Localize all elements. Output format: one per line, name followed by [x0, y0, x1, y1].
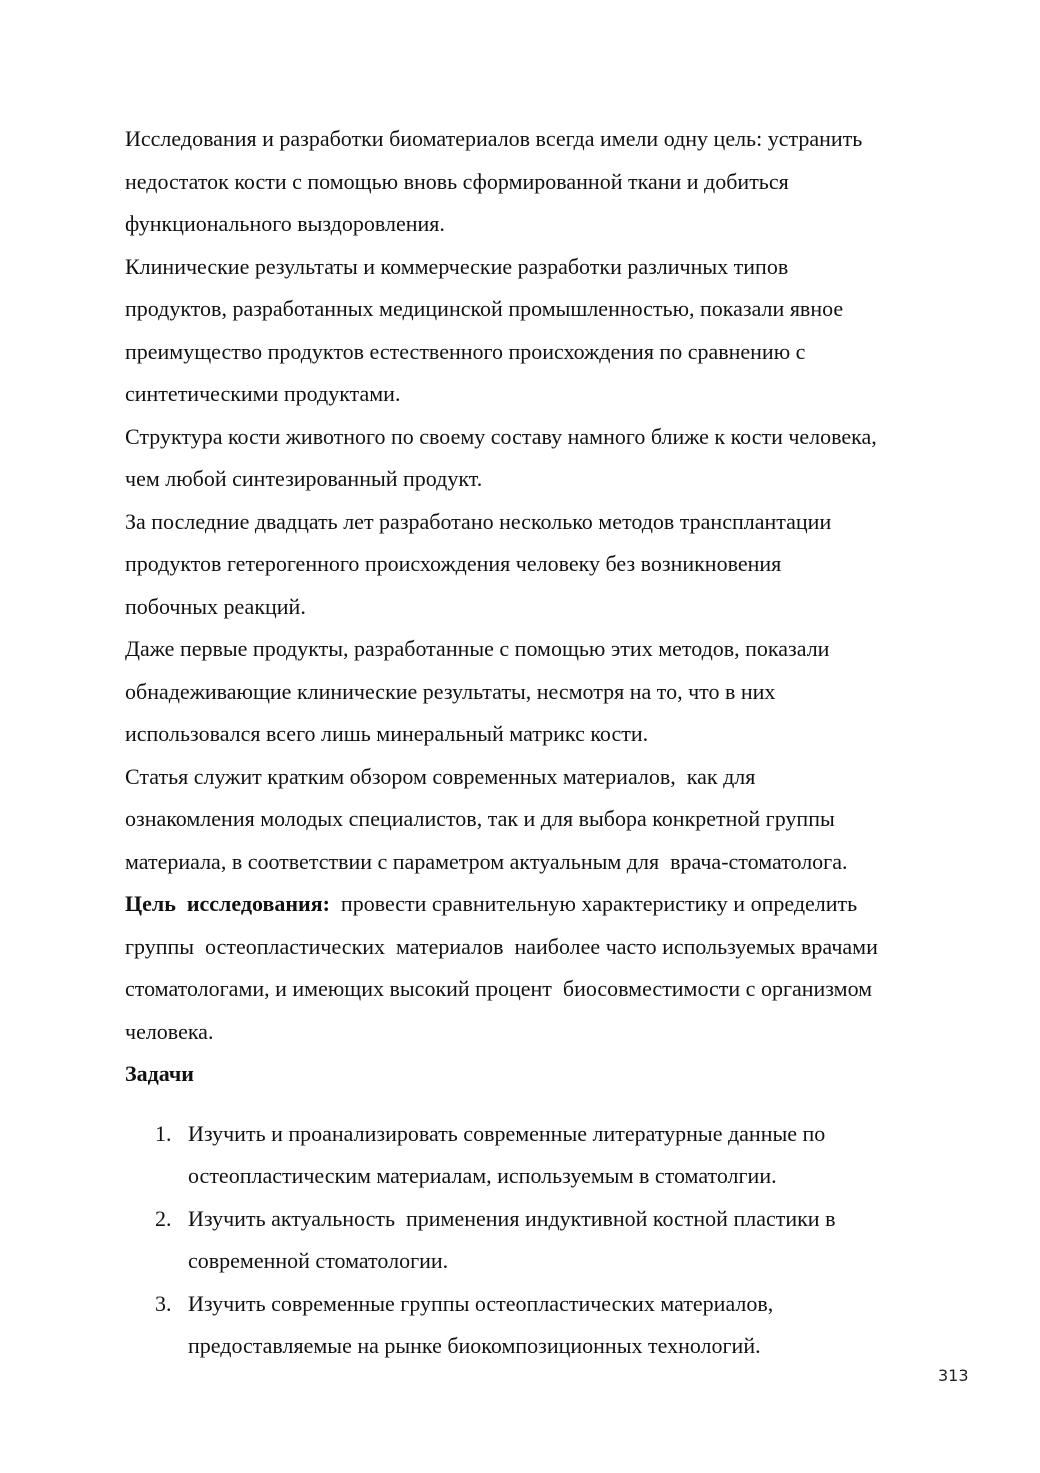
document-body	[125, 118, 985, 1368]
paragraph-bone-structure: Структура кости животного по своему составу намного ближе к кости человека, чем любой синтезированный продукт.	[125, 423, 877, 491]
task-text: Изучить и проанализировать современные литературные данные по остеопластическим материалам, используемым в стоматолгии.	[188, 1120, 826, 1188]
paragraph-biomaterials-goal: Исследования и разработки биоматериалов всегда имели одну цель: устранить недостаток кости с помощью вновь сформированной ткани и добиться функционального выздоровления.	[125, 126, 863, 236]
task-item	[125, 1198, 985, 1283]
paragraph-transplant-methods: За последние двадцать лет разработано несколько методов трансплантации продуктов гетерогенного происхождения человеку без возникновения побочных реакций.	[125, 508, 832, 619]
task-item	[125, 1113, 985, 1198]
task-text: Изучить актуальность применения индуктивной костной пластики в современной стоматологии.	[188, 1205, 836, 1273]
task-number: 3.	[155, 1290, 172, 1316]
goal-label: Цель исследования:	[125, 891, 330, 916]
page-number: 313	[938, 1366, 969, 1385]
task-text: Изучить современные группы остеопластических материалов, предоставляемые на рынке биокомпозиционных технологий.	[188, 1290, 774, 1358]
paragraph-clinical-results: Клинические результаты и коммерческие разработки различных типов продуктов, разработанных медицинской промышленностью, показали явное преимущество продуктов естественного происхождения по сравнению с синтетическими продуктами.	[125, 253, 844, 406]
tasks-heading: Задачи	[125, 1061, 194, 1086]
paragraph-article-overview: Статья служит кратким обзором современных материалов, как для ознакомления молодых специалистов, так и для выбора конкретной группы материала, в соответствии с параметром актуальным для врача-стоматолога.	[125, 763, 848, 874]
goal-paragraph	[125, 883, 985, 1053]
task-list	[125, 1113, 985, 1368]
task-item	[125, 1283, 985, 1368]
task-number: 1.	[155, 1120, 172, 1146]
task-number: 2.	[155, 1205, 172, 1231]
paragraph-first-products: Даже первые продукты, разработанные с помощью этих методов, показали обнадеживающие клинические результаты, несмотря на то, что в них использовался всего лишь минеральный матрикс кости.	[125, 636, 830, 746]
goal-text: провести сравнительную характеристику и определить группы остеопластических материалов наиболее часто используемых врачами стоматологами, и имеющих высокий процент биосовместимости с организмом человека.	[125, 891, 878, 1044]
